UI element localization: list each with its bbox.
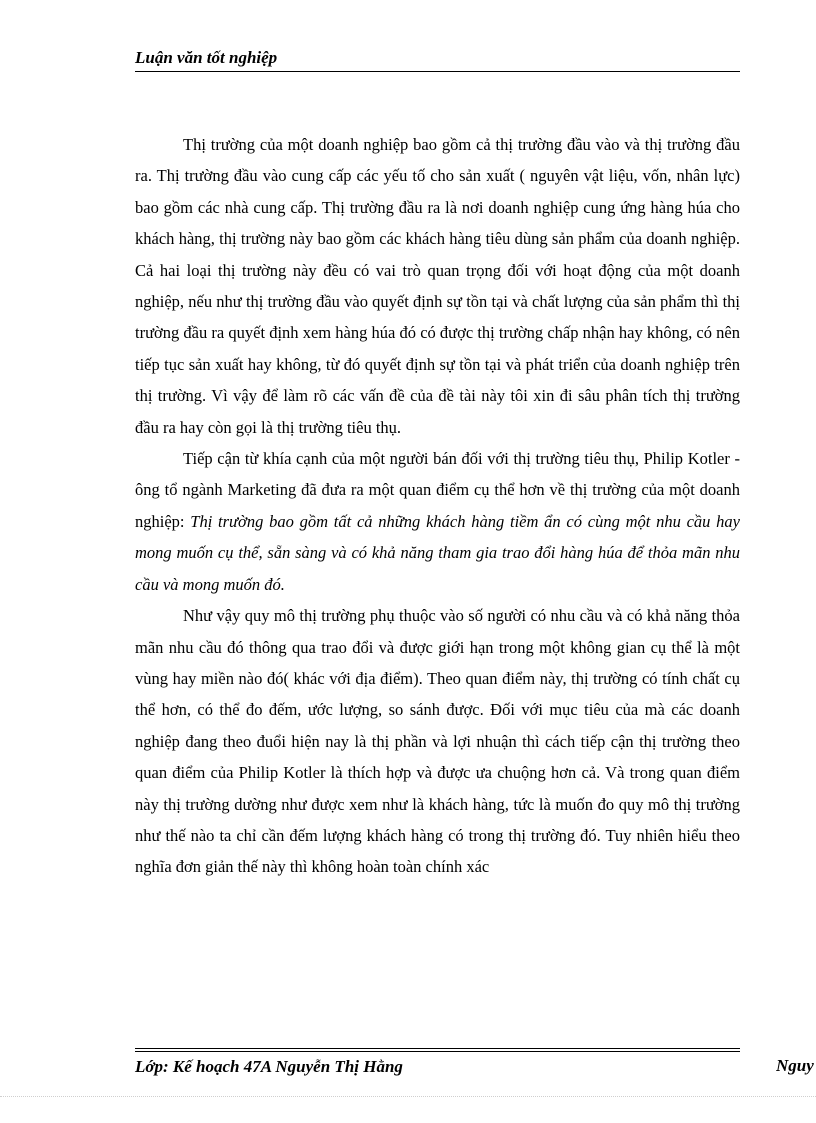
- body-text: [135, 129, 740, 883]
- page-footer: [135, 1048, 740, 1076]
- paragraph-3-text: Như vậy quy mô thị trường phụ thuộc vào số người có nhu cầu và có khả năng thỏa mãn nhu cầu đó thông qua trao đổi và được giới hạn trong một không gian cụ thể là một vùng hay miền nào đó( khác với địa điểm). Theo quan điểm này, thị trường có tính chất cụ thể hơn, có thể đo đếm, ước lượng, so sánh được. Đối với mục tiêu của mà các doanh nghiệp đang theo đuổi hiện nay là thị phần và lợi nhuận thì cách tiếp cận thị trường theo quan điểm của Philip Kotler là thích hợp và được ưa chuộng hơn cả. Và trong quan điểm này thị trường dường như được xem như là khách hàng, tức là muốn đo quy mô thị trường như thế nào ta chỉ cần đếm lượng khách hàng có trong thị trường đó. Tuy nhiên hiểu theo nghĩa đơn giản thế này thì không hoàn toàn chính xác: [135, 606, 740, 877]
- paragraph-1-text: Thị trường của một doanh nghiệp bao gồm cả thị trường đầu vào và thị trường đầu ra. Thị trường đầu vào cung cấp các yếu tố cho sản xuất ( nguyên vật liệu, vốn, nhân lực) bao gồm các nhà cung cấp. Thị trường đầu ra là nơi doanh nghiệp cung ứng hàng húa cho khách hàng, thị trường này bao gồm các khách hàng tiêu dùng sản phẩm của doanh nghiệp. Cả hai loại thị trường này đều có vai trò quan trọng đối với hoạt động của một doanh nghiệp, nếu như thị trường đầu vào quyết định sự tồn tại và chất lượng của sản phẩm thì thị trường đầu ra quyết định xem hàng húa đó có được thị trường chấp nhận hay không, có nên tiếp tục sản xuất hay không, từ đó quyết định sự tồn tại và phát triển của doanh nghiệp trên thị trường. Vì vậy để làm rõ các vấn đề của đề tài này tôi xin đi sâu phân tích thị trường đầu ra hay còn gọi là thị trường tiêu thụ.: [135, 135, 740, 437]
- footer-class-author: Lớp: Kế hoạch 47A Nguyễn Thị Hằng: [135, 1057, 403, 1076]
- paragraph-2: [135, 443, 740, 600]
- paragraph-1: [135, 129, 740, 443]
- kotler-definition-quote: Thị trường bao gồm tất cả những khách hàng tiềm ẩn có cùng một nhu cầu hay mong muốn cụ thể, sẵn sàng và có khả năng tham gia trao đổi hàng húa để thỏa mãn nhu cầu và mong muốn đó.: [135, 511, 741, 594]
- document-title: Luận văn tốt nghiệp: [135, 48, 278, 67]
- page-bottom-divider: [0, 1096, 816, 1097]
- footer-truncated-name: Nguy: [776, 1056, 814, 1075]
- paragraph-3: [135, 600, 740, 883]
- page-header: [135, 47, 740, 72]
- paragraph-2-text: Tiếp cận từ khía cạnh của một người bán đối với thị trường tiêu thụ, Philip Kotler - ông tổ ngành Marketing đã đưa ra một quan điểm cụ thể hơn về thị trường của một doanh nghiệp:: [135, 449, 740, 531]
